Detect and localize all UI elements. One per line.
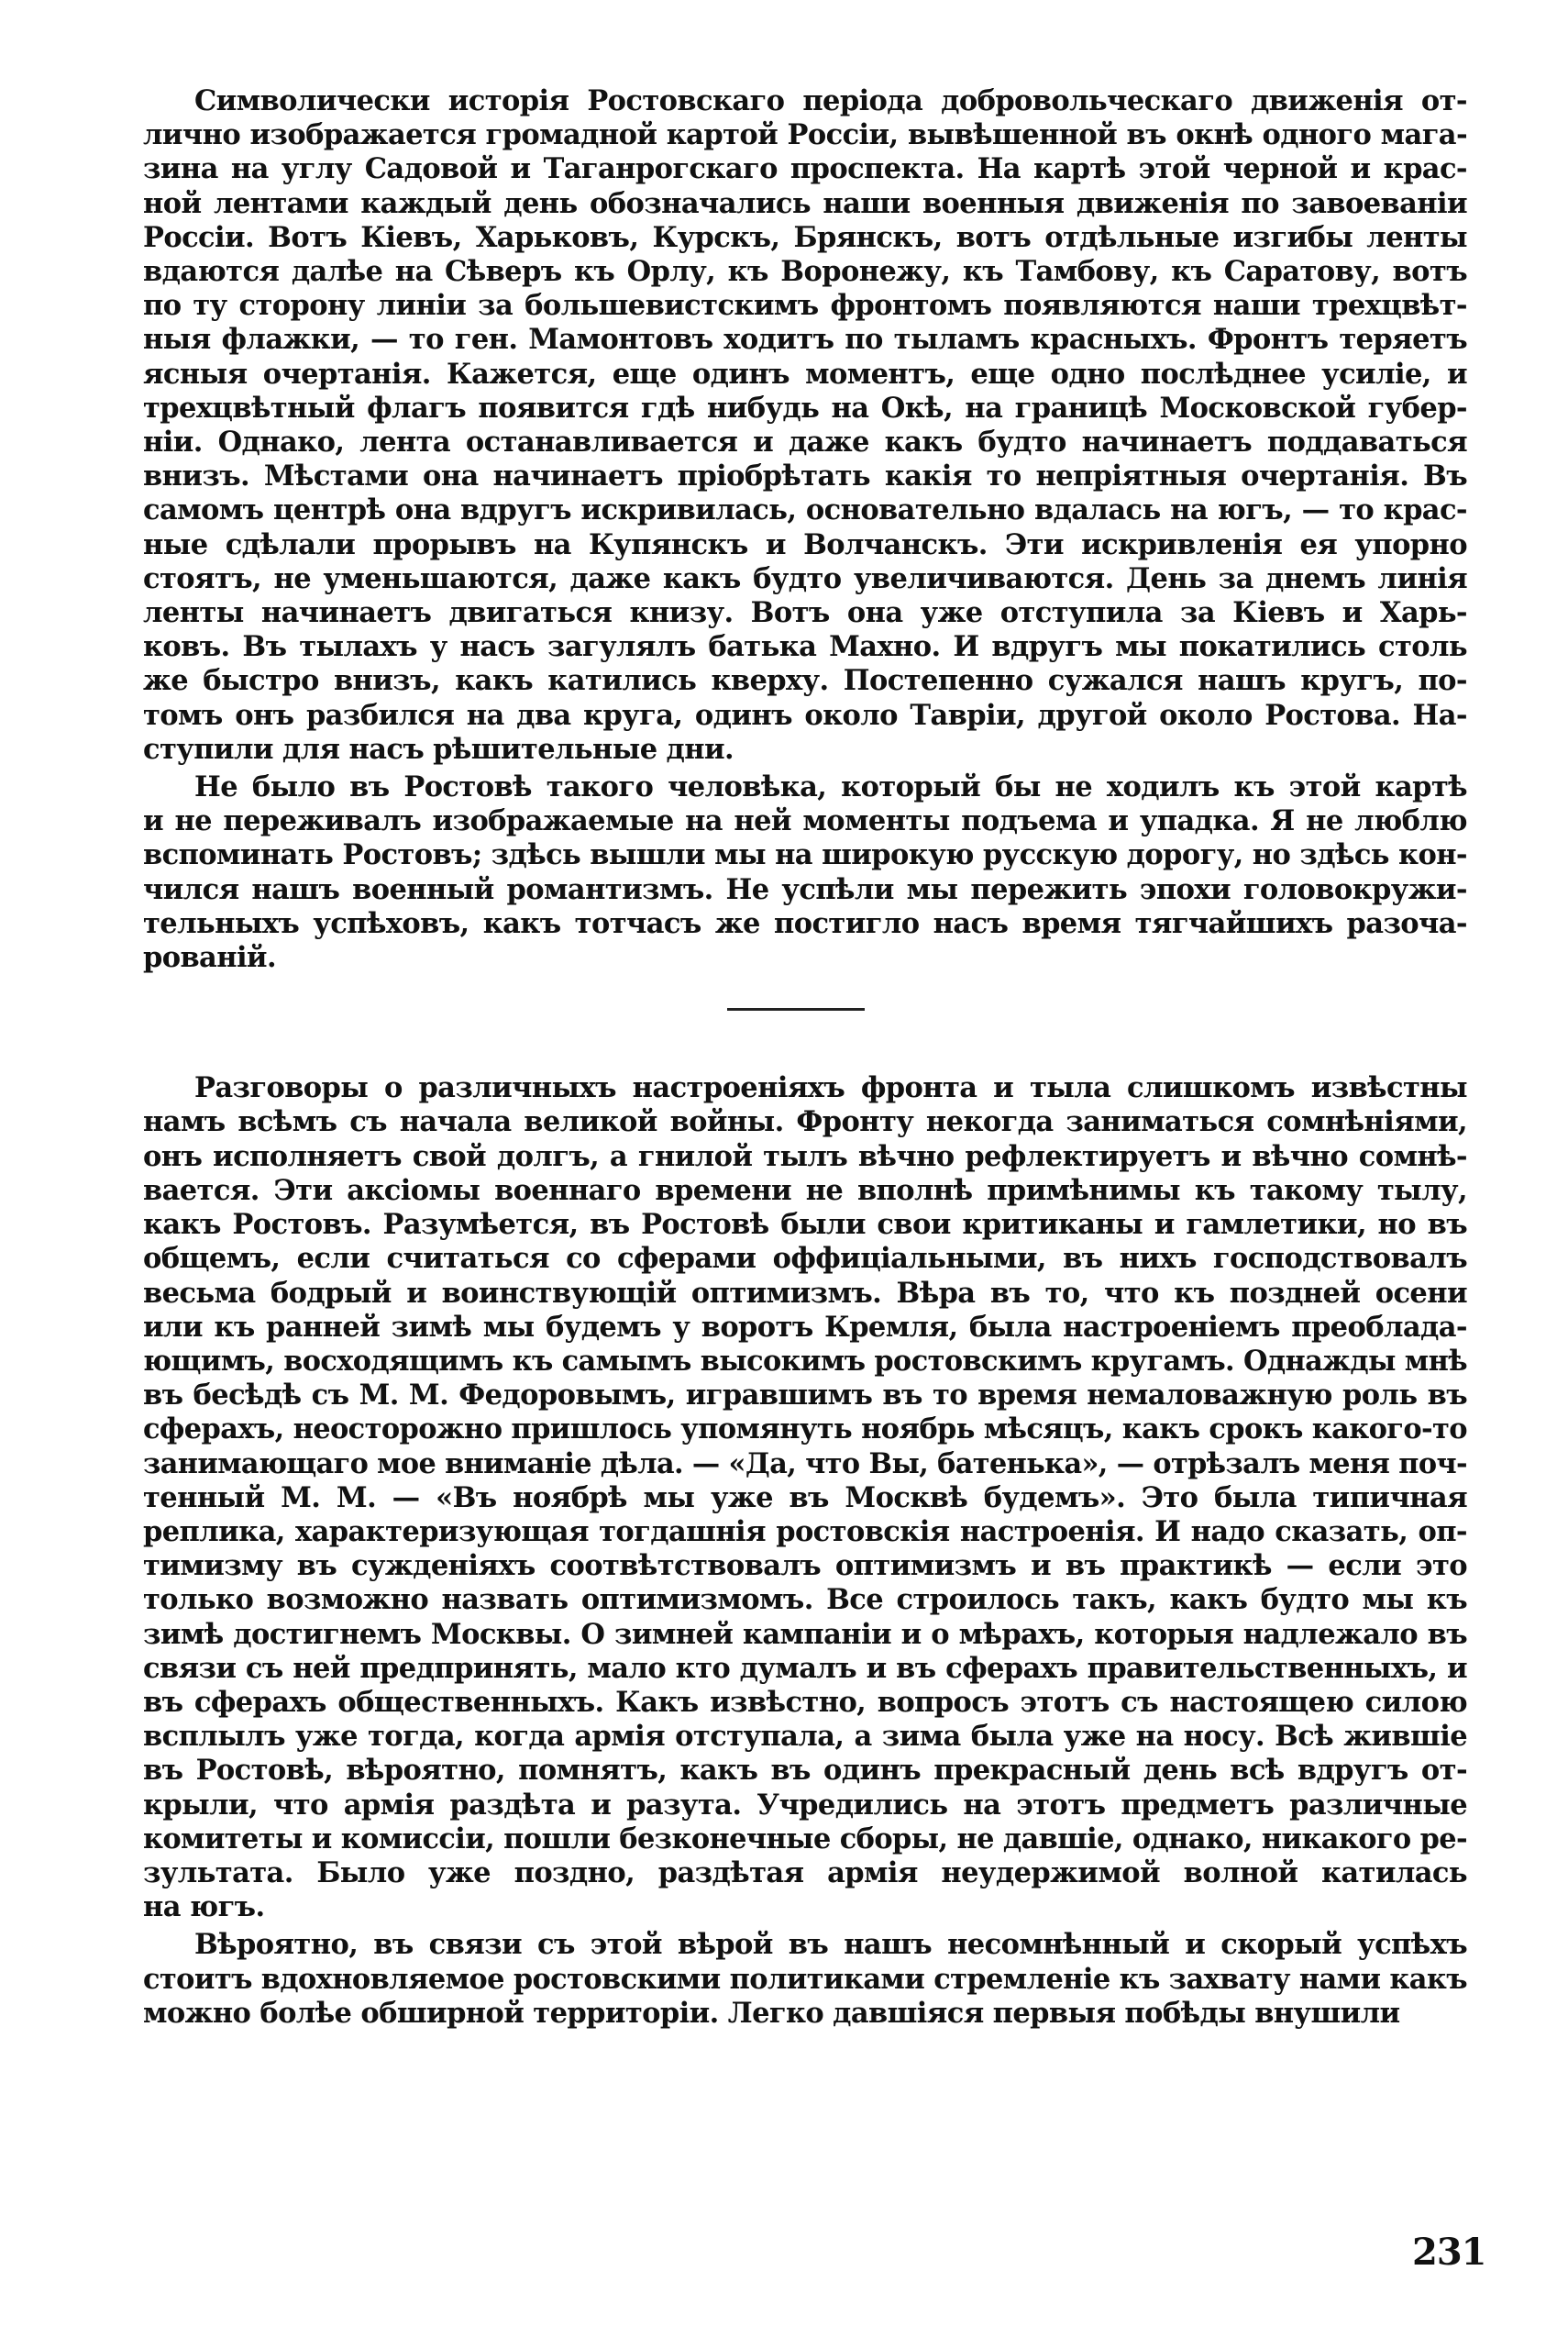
text-line: Символически исторія Ростовскаго періода добровольческаго движенія от- [194,84,1467,117]
text-line: томъ онъ разбился на два круга, одинъ около Тавріи, другой около Ростова. На- [143,698,1467,732]
text-line: Разговоры о различныхъ настроеніяхъ фронта и тыла слишкомъ извѣстны [194,1071,1467,1105]
text-line: занимающаго мое вниманіе дѣла. — «Да, что Вы, батенька», — отрѣзалъ меня поч- [143,1446,1467,1480]
text-line: тельныхъ успѣховъ, какъ тотчасъ же постигло насъ время тягчайшихъ разоча- [143,906,1467,940]
text-line: внизъ. Мѣстами она начинаетъ пріобрѣтать какія то непріятныя очертанія. Въ [143,460,1467,493]
text-line: стоитъ вдохновляемое ростовскими политиками стремленіе къ захвату нами какъ [143,1962,1467,1996]
page-body [143,84,1467,2031]
paragraph [143,1071,1467,1924]
text-line: зимѣ достигнемъ Москвы. О зимней кампаніи и о мѣрахъ, которыя надлежало въ [143,1617,1467,1651]
text-line: по ту сторону линіи за большевистскимъ фронтомъ появляются наши трехцвѣт- [143,289,1467,323]
text-line: онъ исполняетъ свой долгъ, а гнилой тылъ вѣчно рефлектируетъ и вѣчно сомнѣ- [143,1139,1467,1173]
text-line: ной лентами каждый день обозначались наши военныя движенія по завоеваніи [143,186,1467,220]
text-line: намъ всѣмъ съ начала великой войны. Фронту некогда заниматься сомнѣніями, [143,1105,1467,1139]
text-section-2 [143,1071,1467,2031]
text-line: можно болѣе обширной территоріи. Легко давшіяся первыя побѣды внушили [143,1996,1400,2030]
text-line: зультата. Было уже поздно, раздѣтая армія неудержимой волной катилась [143,1855,1467,1889]
text-line: рованій. [143,941,276,975]
text-line: общемъ, если считаться со сферами оффиціальными, въ нихъ господствовалъ [143,1242,1467,1276]
text-line: ющимъ, восходящимъ къ самымъ высокимъ ростовскимъ кругамъ. Однажды мнѣ [143,1344,1467,1378]
text-line: ныя флажки, — то ген. Мамонтовъ ходитъ по тыламъ красныхъ. Фронтъ теряетъ [143,323,1467,357]
text-line: ленты начинаетъ двигаться книзу. Вотъ она уже отступила за Кіевъ и Харь- [143,596,1467,630]
text-line: только возможно назвать оптимизмомъ. Все строилось такъ, какъ будто мы къ [143,1583,1467,1617]
text-line: же быстро внизъ, какъ катились кверху. Постепенно сужался нашъ кругъ, по- [143,664,1467,698]
text-line: ные сдѣлали прорывъ на Купянскъ и Волчанскъ. Эти искривленія ея упорно [143,527,1467,561]
text-line: и не переживалъ изображаемые на ней моменты подъема и упадка. Я не люблю [143,804,1467,838]
text-line: вдаются далѣе на Сѣверъ къ Орлу, къ Воронежу, къ Тамбову, къ Саратову, вотъ [143,255,1467,289]
text-line: зина на углу Садовой и Таганрогскаго проспекта. На картѣ этой черной и крас- [143,152,1467,186]
text-line: тенный М. М. — «Въ ноябрѣ мы уже въ Москвѣ будемъ». Это была типичная [143,1480,1467,1514]
paragraph [143,770,1467,975]
text-line: весьма бодрый и воинствующій оптимизмъ. Вѣра въ то, что къ поздней осени [143,1276,1467,1310]
text-line: сферахъ, неосторожно пришлось упомянуть ноябрь мѣсяцъ, какъ срокъ какого-то [143,1412,1467,1446]
text-section-1 [143,84,1467,975]
text-line: лично изображается громадной картой Россіи, вывѣшенной въ окнѣ одного мага- [143,118,1467,152]
text-line: реплика, характеризующая тогдашнія ростовскія настроенія. И надо сказать, оп- [143,1514,1467,1548]
section-separator-rule [727,1008,865,1011]
text-line: или къ ранней зимѣ мы будемъ у воротъ Кремля, была настроеніемъ преоблада- [143,1310,1467,1344]
paragraph [143,1928,1467,2031]
text-line: самомъ центрѣ она вдругъ искривилась, основательно вдалась на югъ, — то крас- [143,493,1467,527]
text-line: чился нашъ военный романтизмъ. Не успѣли мы пережить эпохи головокружи- [143,872,1467,906]
text-line: Россіи. Вотъ Кіевъ, Харьковъ, Курскъ, Брянскъ, вотъ отдѣльные изгибы ленты [143,220,1467,254]
text-line: крыли, что армія раздѣта и разута. Учредились на этотъ предметъ различные [143,1788,1467,1822]
text-line: ясныя очертанія. Кажется, еще одинъ моментъ, еще одно послѣднее усиліе, и [143,357,1467,391]
text-line: ніи. Однако, лента останавливается и даже какъ будто начинаетъ поддаваться [143,426,1467,460]
text-line: ковъ. Въ тылахъ у насъ загулялъ батька Махно. И вдругъ мы покатились столь [143,630,1467,664]
text-line: всплылъ уже тогда, когда армія отступала, а зима была уже на носу. Всѣ жившіе [143,1720,1467,1754]
text-line: какъ Ростовъ. Разумѣется, въ Ростовѣ были свои критиканы и гамлетики, но въ [143,1208,1467,1242]
text-line: тимизму въ сужденіяхъ соотвѣтствовалъ оптимизмъ и въ практикѣ — если это [143,1549,1467,1583]
page-number: 231 [1412,2231,1486,2274]
text-line: комитеты и комиссіи, пошли безконечные сборы, не давшіе, однако, никакого ре- [143,1822,1467,1855]
text-line: на югъ. [143,1890,265,1924]
text-line: вспоминать Ростовъ; здѣсь вышли мы на широкую русскую дорогу, но здѣсь кон- [143,838,1467,872]
text-line: въ бесѣдѣ съ М. М. Федоровымъ, игравшимъ въ то время немаловажную роль въ [143,1379,1467,1412]
text-line: Вѣроятно, въ связи съ этой вѣрой въ нашъ несомнѣнный и скорый успѣхъ [194,1928,1467,1962]
text-line: стоятъ, не уменьшаются, даже какъ будто увеличиваются. День за днемъ линія [143,561,1467,595]
paragraph [143,84,1467,767]
text-line: трехцвѣтный флагъ появится гдѣ нибудь на Окѣ, на границѣ Московской губер- [143,391,1467,425]
text-line: въ сферахъ общественныхъ. Какъ извѣстно, вопросъ этотъ съ настоящею силою [143,1685,1467,1719]
text-line: Не было въ Ростовѣ такого человѣка, который бы не ходилъ къ этой картѣ [194,770,1467,804]
text-line: вается. Эти аксіомы военнаго времени не вполнѣ примѣнимы къ такому тылу, [143,1173,1467,1207]
text-line: ступили для насъ рѣшительные дни. [143,732,734,766]
text-line: въ Ростовѣ, вѣроятно, помнятъ, какъ въ одинъ прекрасный день всѣ вдругъ от- [143,1754,1467,1788]
text-line: связи съ ней предпринять, мало кто думалъ и въ сферахъ правительственныхъ, и [143,1651,1467,1685]
